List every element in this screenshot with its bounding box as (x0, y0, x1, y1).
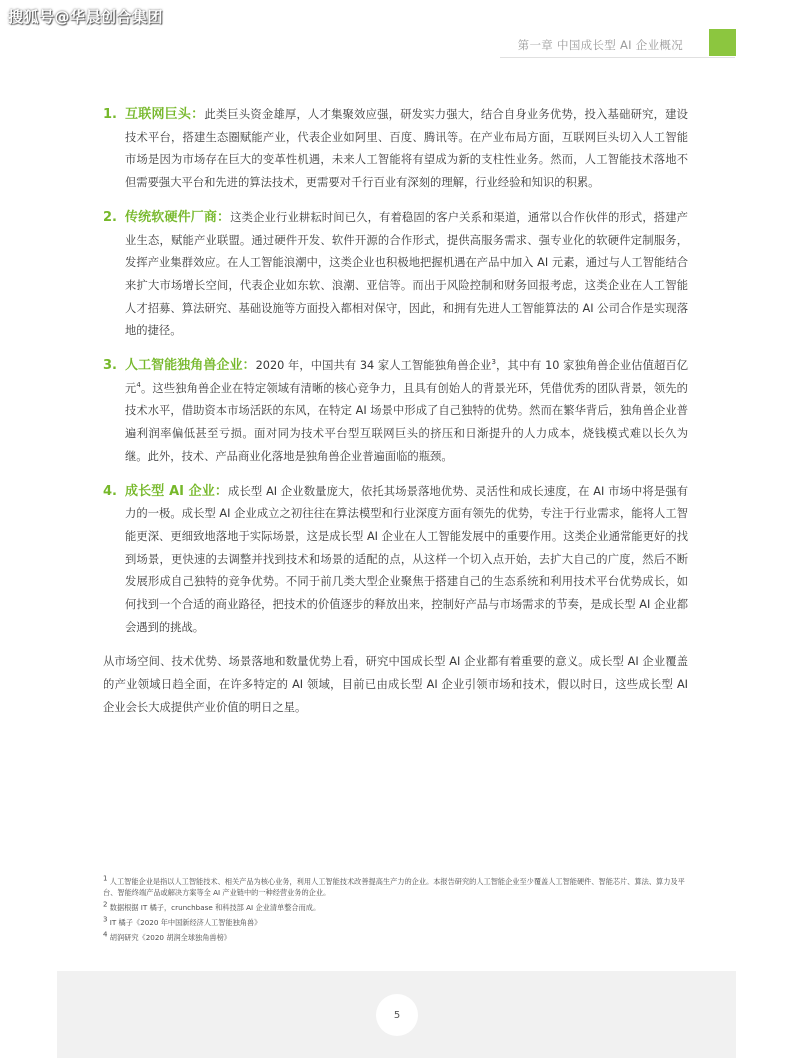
footnote-marker: 4 (103, 930, 108, 939)
item-text: 这类企业行业耕耘时间已久，有着稳固的客户关系和渠道，通常以合作伙伴的形式，搭建产业生态，赋能产业联盟。通过硬件开发、软件开源的合作形式，提供高服务需求、强专业化的软硬件定制服务，发挥产业集群效应。在人工智能浪潮中，这类企业也积极地把握机遇在产品中加入 AI 元素，通过与人工智能结合来扩大市场增长空间，代表企业如东软、浪潮、亚信等。而出于风险控制和财务回报考虑，这类企业在人工智能人才招募、算法研究、基础设施等方面投入都相对保守，因此，和拥有先进人工智能算法的 AI 公司合作是实现落地的捷径。 (125, 210, 688, 338)
footnote-text: 数据根据 IT 橘子，crunchbase 和科技部 AI 企业清单整合而成。 (109, 903, 321, 912)
chapter-header: 第一章 中国成长型 AI 企业概况 (517, 38, 683, 52)
footnote-text: IT 橘子《2020 年中国新经济人工智能独角兽》 (109, 918, 262, 927)
item-title: 成长型 AI 企业： (125, 483, 229, 499)
item-text: ，其中有 10 家独角兽企业估值超百亿元 (125, 359, 688, 395)
header-accent-block (709, 29, 736, 56)
watermark: 搜狐号@华晨创合集团 (8, 8, 164, 26)
item-number: 2. (103, 209, 117, 225)
item-text: 成长型 AI 企业数量庞大，依托其场景落地优势、灵活性和成长速度，在 AI 市场中将是强有力的一极。成长型 AI 企业成立之初往往在算法模型和行业深度方面有领先的优势，专注于行业需求，能将人工智能更深、更细致地落地于实际场景，这是成长型 AI 企业在人工智能发展中的重要作用。这类企业通常能更好的找到场景，更快速的去调整并找到技术和场景的适配的点，从这样一个切入点开始，去扩大自己的广度，然后不断发展形成自己独特的竞争优势。不同于前几类大型企业聚焦于搭建自己的生态系统和利用技术平台优势成长，如何找到一个合适的商业路径，把技术的价值逐步的释放出来，控制好产品与市场需求的节奏，是成长型 AI 企业都会遇到的挑战。 (125, 484, 688, 634)
footnote-marker: 3 (103, 915, 108, 924)
list-item (103, 207, 688, 343)
item-number: 1. (103, 107, 117, 122)
footnote (103, 917, 688, 928)
footnote-text: 胡润研究《2020 胡润全球独角兽榜》 (109, 933, 231, 942)
footnote (103, 932, 688, 943)
list-item (103, 355, 688, 469)
footnote-marker: 2 (103, 900, 108, 909)
main-content (103, 104, 688, 720)
item-text: 此类巨头资金雄厚，人才集聚效应强，研发实力强大，结合自身业务优势，投入基础研究，建设技术平台，搭建生态圈赋能产业，代表企业如阿里、百度、腾讯等。在产业布局方面，互联网巨头切入人工智能市场是因为市场存在巨大的变革性机遇，未来人工智能将有望成为新的支柱性业务。然而，人工智能技术落地不但需要强大平台和先进的算法技术，更需要对千行百业有深刻的理解，行业经验和知识的积累。 (125, 108, 688, 190)
footnote (103, 902, 688, 913)
item-title: 人工智能独角兽企业： (125, 358, 256, 374)
list-item (103, 481, 688, 640)
header-divider (500, 57, 735, 58)
summary-paragraph: 从市场空间、技术优势、场景落地和数量优势上看，研究中国成长型 AI 企业都有着重要的意义。成长型 AI 企业覆盖的产业领域日趋全面，在许多特定的 AI 领域，目前已由成长型 AI 企业引领市场和技术，假以时日，这些成长型 AI 企业会长大成提供产业价值的明日之星。 (103, 655, 688, 714)
item-title: 传统软硬件厂商： (125, 209, 231, 225)
item-text: 2020 年，中国共有 34 家人工智能独角兽企业 (255, 359, 492, 373)
footnote-text: 人工智能企业是指以人工智能技术、相关产品为核心业务，利用人工智能技术改善提高生产力的企业。本报告研究的人工智能企业至少覆盖人工智能硬件、智能芯片、算法、算力及平台、智能终端产品或解决方案等全 AI 产业链中的一种经营业务的企业。 (103, 877, 685, 897)
footnote-ref: 4 (136, 380, 141, 389)
footnote (103, 876, 688, 898)
list-item (103, 104, 688, 195)
item-number: 3. (103, 358, 117, 374)
item-number: 4. (103, 483, 117, 499)
footnote-ref: 3 (491, 358, 496, 367)
item-text: 。这些独角兽企业在特定领域有清晰的核心竞争力，且具有创始人的背景光环，凭借优秀的团队背景，领先的技术水平，借助资本市场活跃的东风，在特定 AI 场景中形成了自己独特的优势。然而在繁华背后，独角兽企业普遍利润率偏低甚至亏损。面对同为技术平台型互联网巨头的挤压和日渐提升的人力成本，烧钱模式难以长久为继。此外，技术、产品商业化落地是独角兽企业普遍面临的瓶颈。 (125, 381, 688, 463)
footnotes (103, 876, 688, 947)
page-number: 5 (376, 994, 418, 1036)
item-title: 互联网巨头： (125, 107, 205, 122)
footnote-marker: 1 (103, 874, 108, 883)
